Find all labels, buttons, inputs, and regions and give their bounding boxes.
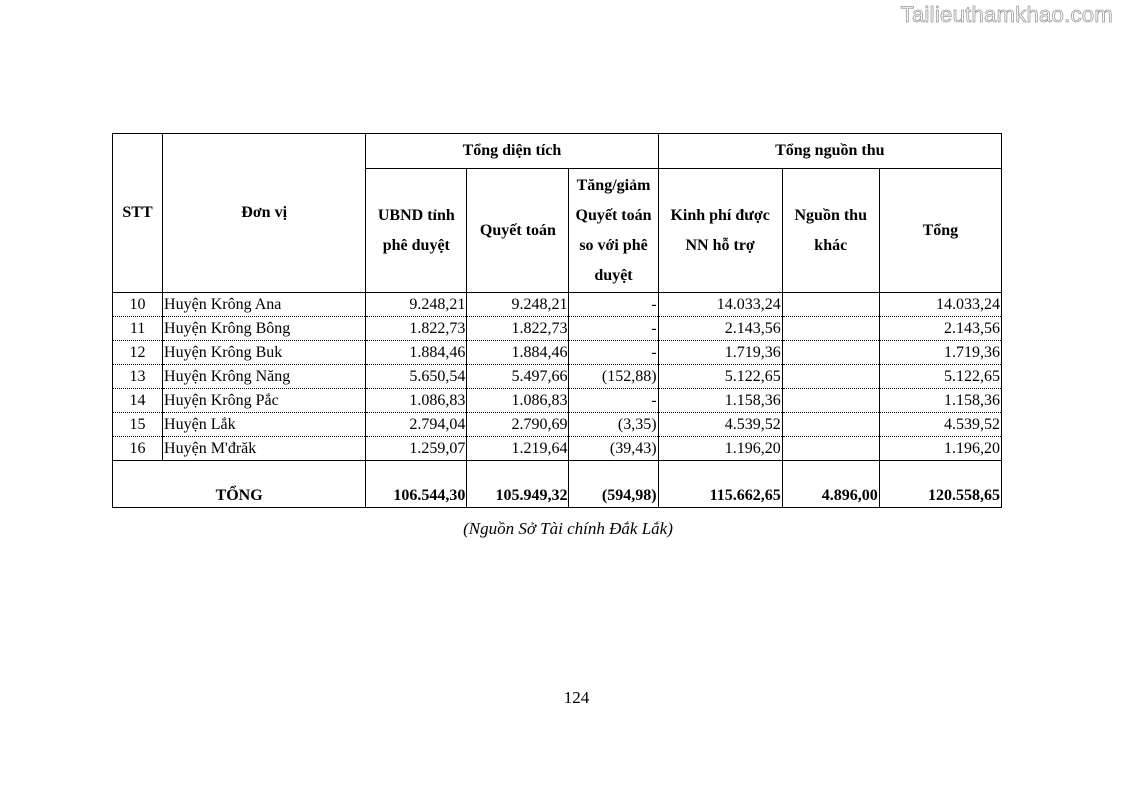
header-row-groups <box>113 134 1002 169</box>
header-kinh-phi-line1: Kinh phí được <box>670 206 770 224</box>
header-tong: Tổng <box>879 169 1001 293</box>
cell-tang-giam: (3,35) <box>569 413 658 437</box>
cell-stt: 16 <box>113 437 163 461</box>
header-nguon-thu-khac-line2: khác <box>814 236 848 254</box>
cell-quyet-toan: 1.219,64 <box>467 437 569 461</box>
cell-tong: 14.033,24 <box>879 293 1001 317</box>
cell-tang-giam: - <box>569 317 658 341</box>
total-kinh-phi: 115.662,65 <box>658 461 782 508</box>
cell-tong: 4.539,52 <box>879 413 1001 437</box>
table-row <box>113 437 1002 461</box>
cell-kinh-phi: 1.196,20 <box>658 437 782 461</box>
header-tang-giam <box>569 169 658 293</box>
header-tang-giam-line1: Tăng/giảm <box>576 176 651 194</box>
header-kinh-phi <box>658 169 782 293</box>
cell-quyet-toan: 1.822,73 <box>467 317 569 341</box>
cell-nguon-khac <box>782 317 879 341</box>
table-row <box>113 413 1002 437</box>
header-ubnd-line2: phê duyệt <box>382 236 450 254</box>
cell-ubnd: 1.259,07 <box>366 437 467 461</box>
header-quyet-toan: Quyết toán <box>467 169 569 293</box>
total-label: TỔNG <box>113 461 366 508</box>
cell-tang-giam: (39,43) <box>569 437 658 461</box>
table-row <box>113 389 1002 413</box>
total-nguon-khac: 4.896,00 <box>782 461 879 508</box>
cell-don-vi: Huyện Krông Bông <box>163 317 366 341</box>
source-note: (Nguồn Sở Tài chính Đắk Lắk) <box>463 519 673 538</box>
total-row <box>113 461 1002 508</box>
header-stt: STT <box>113 134 163 293</box>
header-don-vi: Đơn vị <box>163 134 366 293</box>
cell-kinh-phi: 1.158,36 <box>658 389 782 413</box>
total-tang-giam: (594,98) <box>569 461 658 508</box>
cell-don-vi: Huyện Krông Buk <box>163 341 366 365</box>
cell-quyet-toan: 1.086,83 <box>467 389 569 413</box>
cell-kinh-phi: 14.033,24 <box>658 293 782 317</box>
cell-kinh-phi: 5.122,65 <box>658 365 782 389</box>
cell-ubnd: 1.086,83 <box>366 389 467 413</box>
table-row <box>113 365 1002 389</box>
cell-tong: 5.122,65 <box>879 365 1001 389</box>
watermark: Tailieuthamkhao.com <box>900 2 1113 27</box>
cell-quyet-toan: 9.248,21 <box>467 293 569 317</box>
header-nguon-thu-khac-line1: Nguồn thu <box>794 206 867 224</box>
cell-don-vi: Huyện Krông Ana <box>163 293 366 317</box>
cell-kinh-phi: 1.719,36 <box>658 341 782 365</box>
cell-stt: 14 <box>113 389 163 413</box>
cell-ubnd: 1.884,46 <box>366 341 467 365</box>
header-tong-nguon-thu: Tổng nguồn thu <box>658 134 1001 169</box>
cell-stt: 12 <box>113 341 163 365</box>
cell-tong: 1.719,36 <box>879 341 1001 365</box>
cell-ubnd: 1.822,73 <box>366 317 467 341</box>
header-tong-dien-tich: Tổng diện tích <box>366 134 658 169</box>
cell-stt: 13 <box>113 365 163 389</box>
cell-nguon-khac <box>782 365 879 389</box>
cell-kinh-phi: 4.539,52 <box>658 413 782 437</box>
total-tong: 120.558,65 <box>879 461 1001 508</box>
cell-quyet-toan: 1.884,46 <box>467 341 569 365</box>
cell-tang-giam: - <box>569 293 658 317</box>
cell-nguon-khac <box>782 437 879 461</box>
header-tang-giam-line2: Quyết toán <box>575 206 652 224</box>
cell-ubnd: 9.248,21 <box>366 293 467 317</box>
cell-stt: 15 <box>113 413 163 437</box>
header-tang-giam-line3: so với phê <box>579 236 648 254</box>
summary-table <box>112 133 1002 508</box>
cell-nguon-khac <box>782 389 879 413</box>
total-ubnd: 106.544,30 <box>366 461 467 508</box>
cell-tang-giam: - <box>569 389 658 413</box>
header-kinh-phi-line2: NN hỗ trợ <box>685 236 755 254</box>
cell-nguon-khac <box>782 413 879 437</box>
header-tang-giam-line4: duyệt <box>594 266 633 284</box>
cell-don-vi: Huyện M'đrăk <box>163 437 366 461</box>
header-nguon-thu-khac <box>782 169 879 293</box>
total-quyet-toan: 105.949,32 <box>467 461 569 508</box>
table-row <box>113 293 1002 317</box>
cell-tang-giam: - <box>569 341 658 365</box>
header-ubnd-line1: UBND tỉnh <box>377 206 455 224</box>
cell-nguon-khac <box>782 293 879 317</box>
cell-tong: 1.158,36 <box>879 389 1001 413</box>
table-row <box>113 341 1002 365</box>
cell-don-vi: Huyện Krông Pắc <box>163 389 366 413</box>
cell-ubnd: 2.794,04 <box>366 413 467 437</box>
cell-ubnd: 5.650,54 <box>366 365 467 389</box>
cell-nguon-khac <box>782 341 879 365</box>
table-row <box>113 317 1002 341</box>
cell-kinh-phi: 2.143,56 <box>658 317 782 341</box>
cell-don-vi: Huyện Krông Năng <box>163 365 366 389</box>
cell-stt: 10 <box>113 293 163 317</box>
cell-tong: 2.143,56 <box>879 317 1001 341</box>
cell-quyet-toan: 2.790,69 <box>467 413 569 437</box>
cell-tong: 1.196,20 <box>879 437 1001 461</box>
cell-stt: 11 <box>113 317 163 341</box>
cell-don-vi: Huyện Lắk <box>163 413 366 437</box>
cell-tang-giam: (152,88) <box>569 365 658 389</box>
page-number: 124 <box>563 688 590 707</box>
cell-quyet-toan: 5.497,66 <box>467 365 569 389</box>
header-ubnd-phe-duyet <box>366 169 467 293</box>
